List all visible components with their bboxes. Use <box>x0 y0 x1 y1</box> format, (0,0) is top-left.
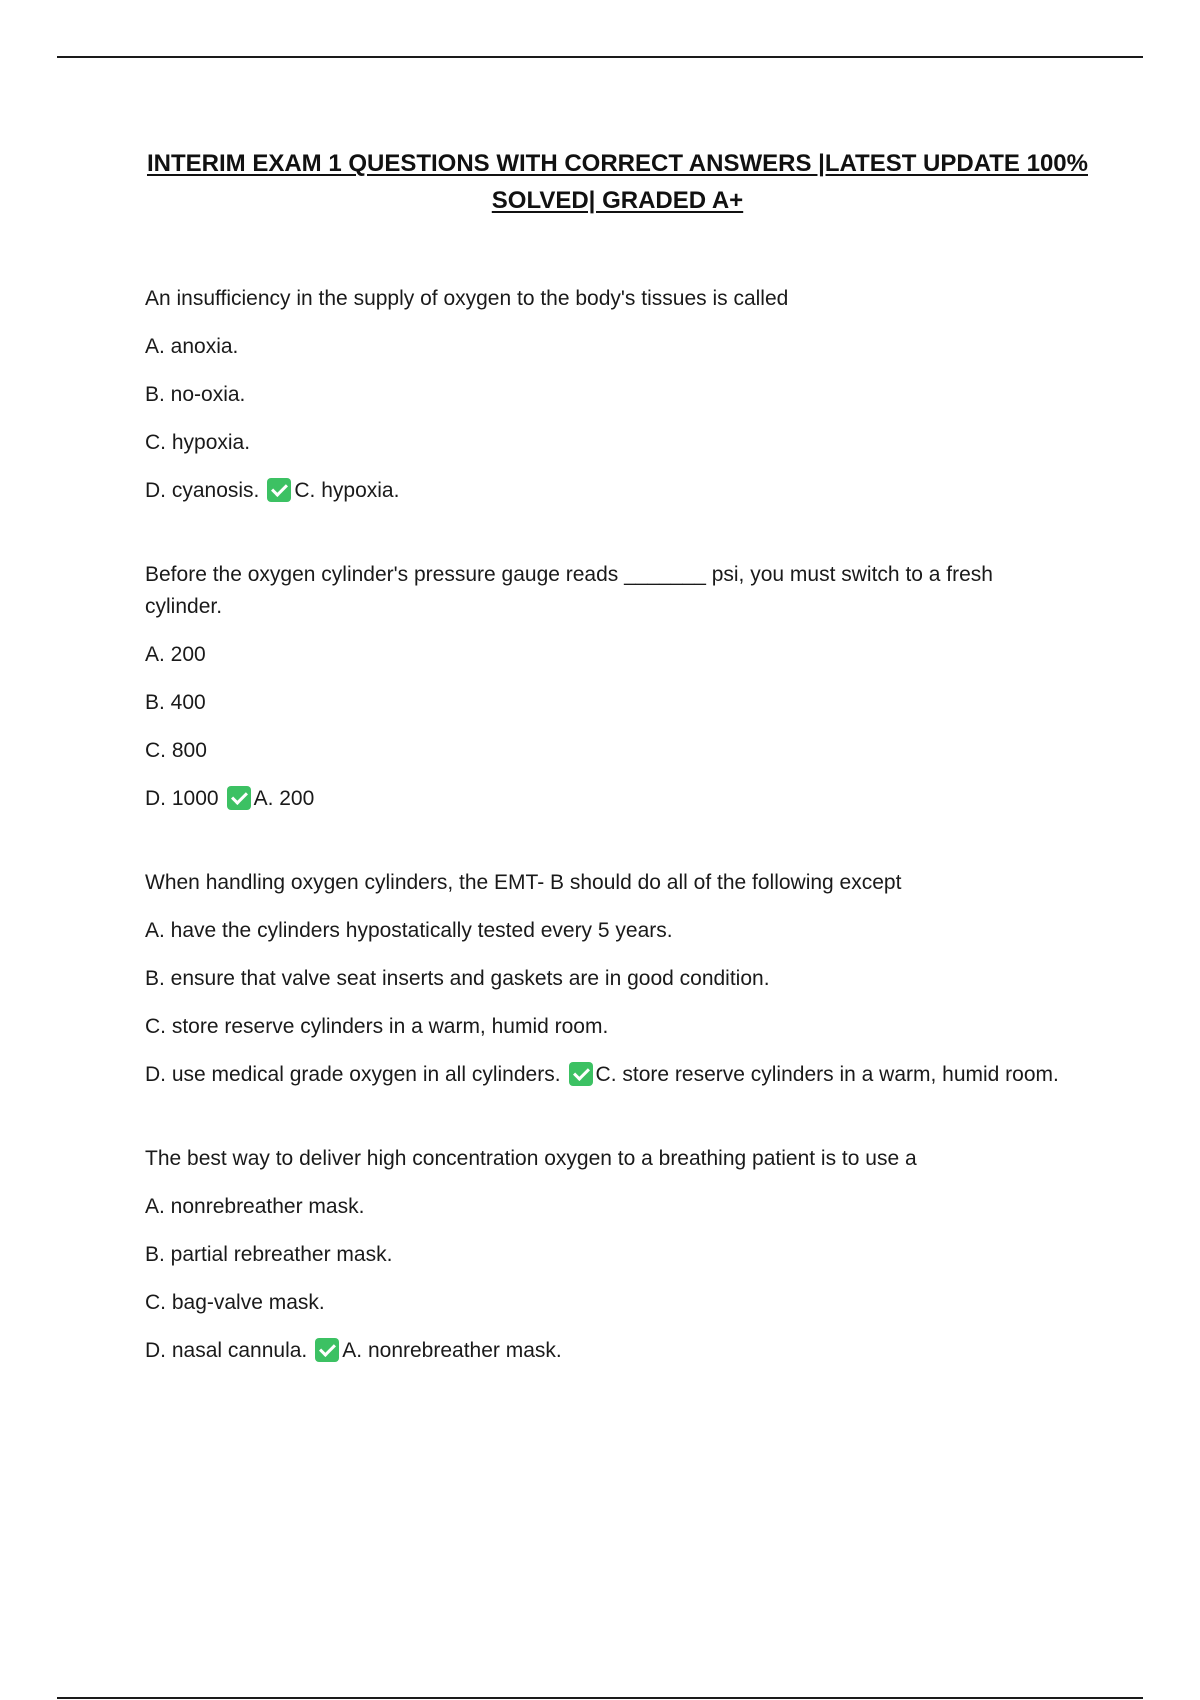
option-c: C. bag-valve mask. <box>145 1291 325 1314</box>
footer-rule <box>57 1697 1143 1699</box>
option-b: B. ensure that valve seat inserts and gaskets are in good condition. <box>145 967 770 990</box>
option-b: B. no-oxia. <box>145 383 246 406</box>
question-3 <box>145 867 1070 1091</box>
question-2 <box>145 559 1070 815</box>
option-d: D. 1000 <box>145 787 219 810</box>
option-d: D. cyanosis. <box>145 479 260 502</box>
option-c: C. store reserve cylinders in a warm, humid room. <box>145 1015 609 1038</box>
green-check-icon <box>267 478 291 502</box>
option-c: C. 800 <box>145 739 207 762</box>
green-check-icon <box>227 786 251 810</box>
question-text: Before the oxygen cylinder's pressure gauge reads _______ psi, you must switch to a fresh cylinder. <box>145 563 993 618</box>
question-text: The best way to deliver high concentration oxygen to a breathing patient is to use a <box>145 1147 917 1170</box>
correct-answer: A. nonrebreather mask. <box>342 1339 562 1362</box>
option-d-with-answer <box>145 1059 1070 1091</box>
question-text: An insufficiency in the supply of oxygen to the body's tissues is called <box>145 287 789 310</box>
question-4 <box>145 1143 1070 1367</box>
option-d-with-answer <box>145 1335 1070 1367</box>
option-d-with-answer <box>145 783 1070 815</box>
option-c: C. hypoxia. <box>145 431 251 454</box>
option-d: D. nasal cannula. <box>145 1339 308 1362</box>
correct-answer: A. 200 <box>253 787 315 810</box>
option-a: A. anoxia. <box>145 335 239 358</box>
green-check-icon <box>569 1062 593 1086</box>
document-title: INTERIM EXAM 1 QUESTIONS WITH CORRECT ANSWERS |LATEST UPDATE 100% SOLVED| GRADED A+ <box>146 150 1088 214</box>
correct-answer: C. hypoxia. <box>294 479 400 502</box>
option-d: D. use medical grade oxygen in all cylinders. <box>145 1063 561 1086</box>
option-d-with-answer <box>145 475 1070 507</box>
correct-answer: C. store reserve cylinders in a warm, humid room. <box>595 1063 1059 1086</box>
option-b: B. partial rebreather mask. <box>145 1243 393 1266</box>
option-a: A. nonrebreather mask. <box>145 1195 365 1218</box>
option-b: B. 400 <box>145 691 206 714</box>
question-text: When handling oxygen cylinders, the EMT- B should do all of the following except <box>145 871 902 894</box>
option-a: A. 200 <box>145 643 206 666</box>
question-1 <box>145 283 1070 507</box>
option-a: A. have the cylinders hypostatically tested every 5 years. <box>145 919 673 942</box>
question-list <box>145 283 1070 1419</box>
green-check-icon <box>315 1338 339 1362</box>
header-rule <box>57 56 1143 58</box>
